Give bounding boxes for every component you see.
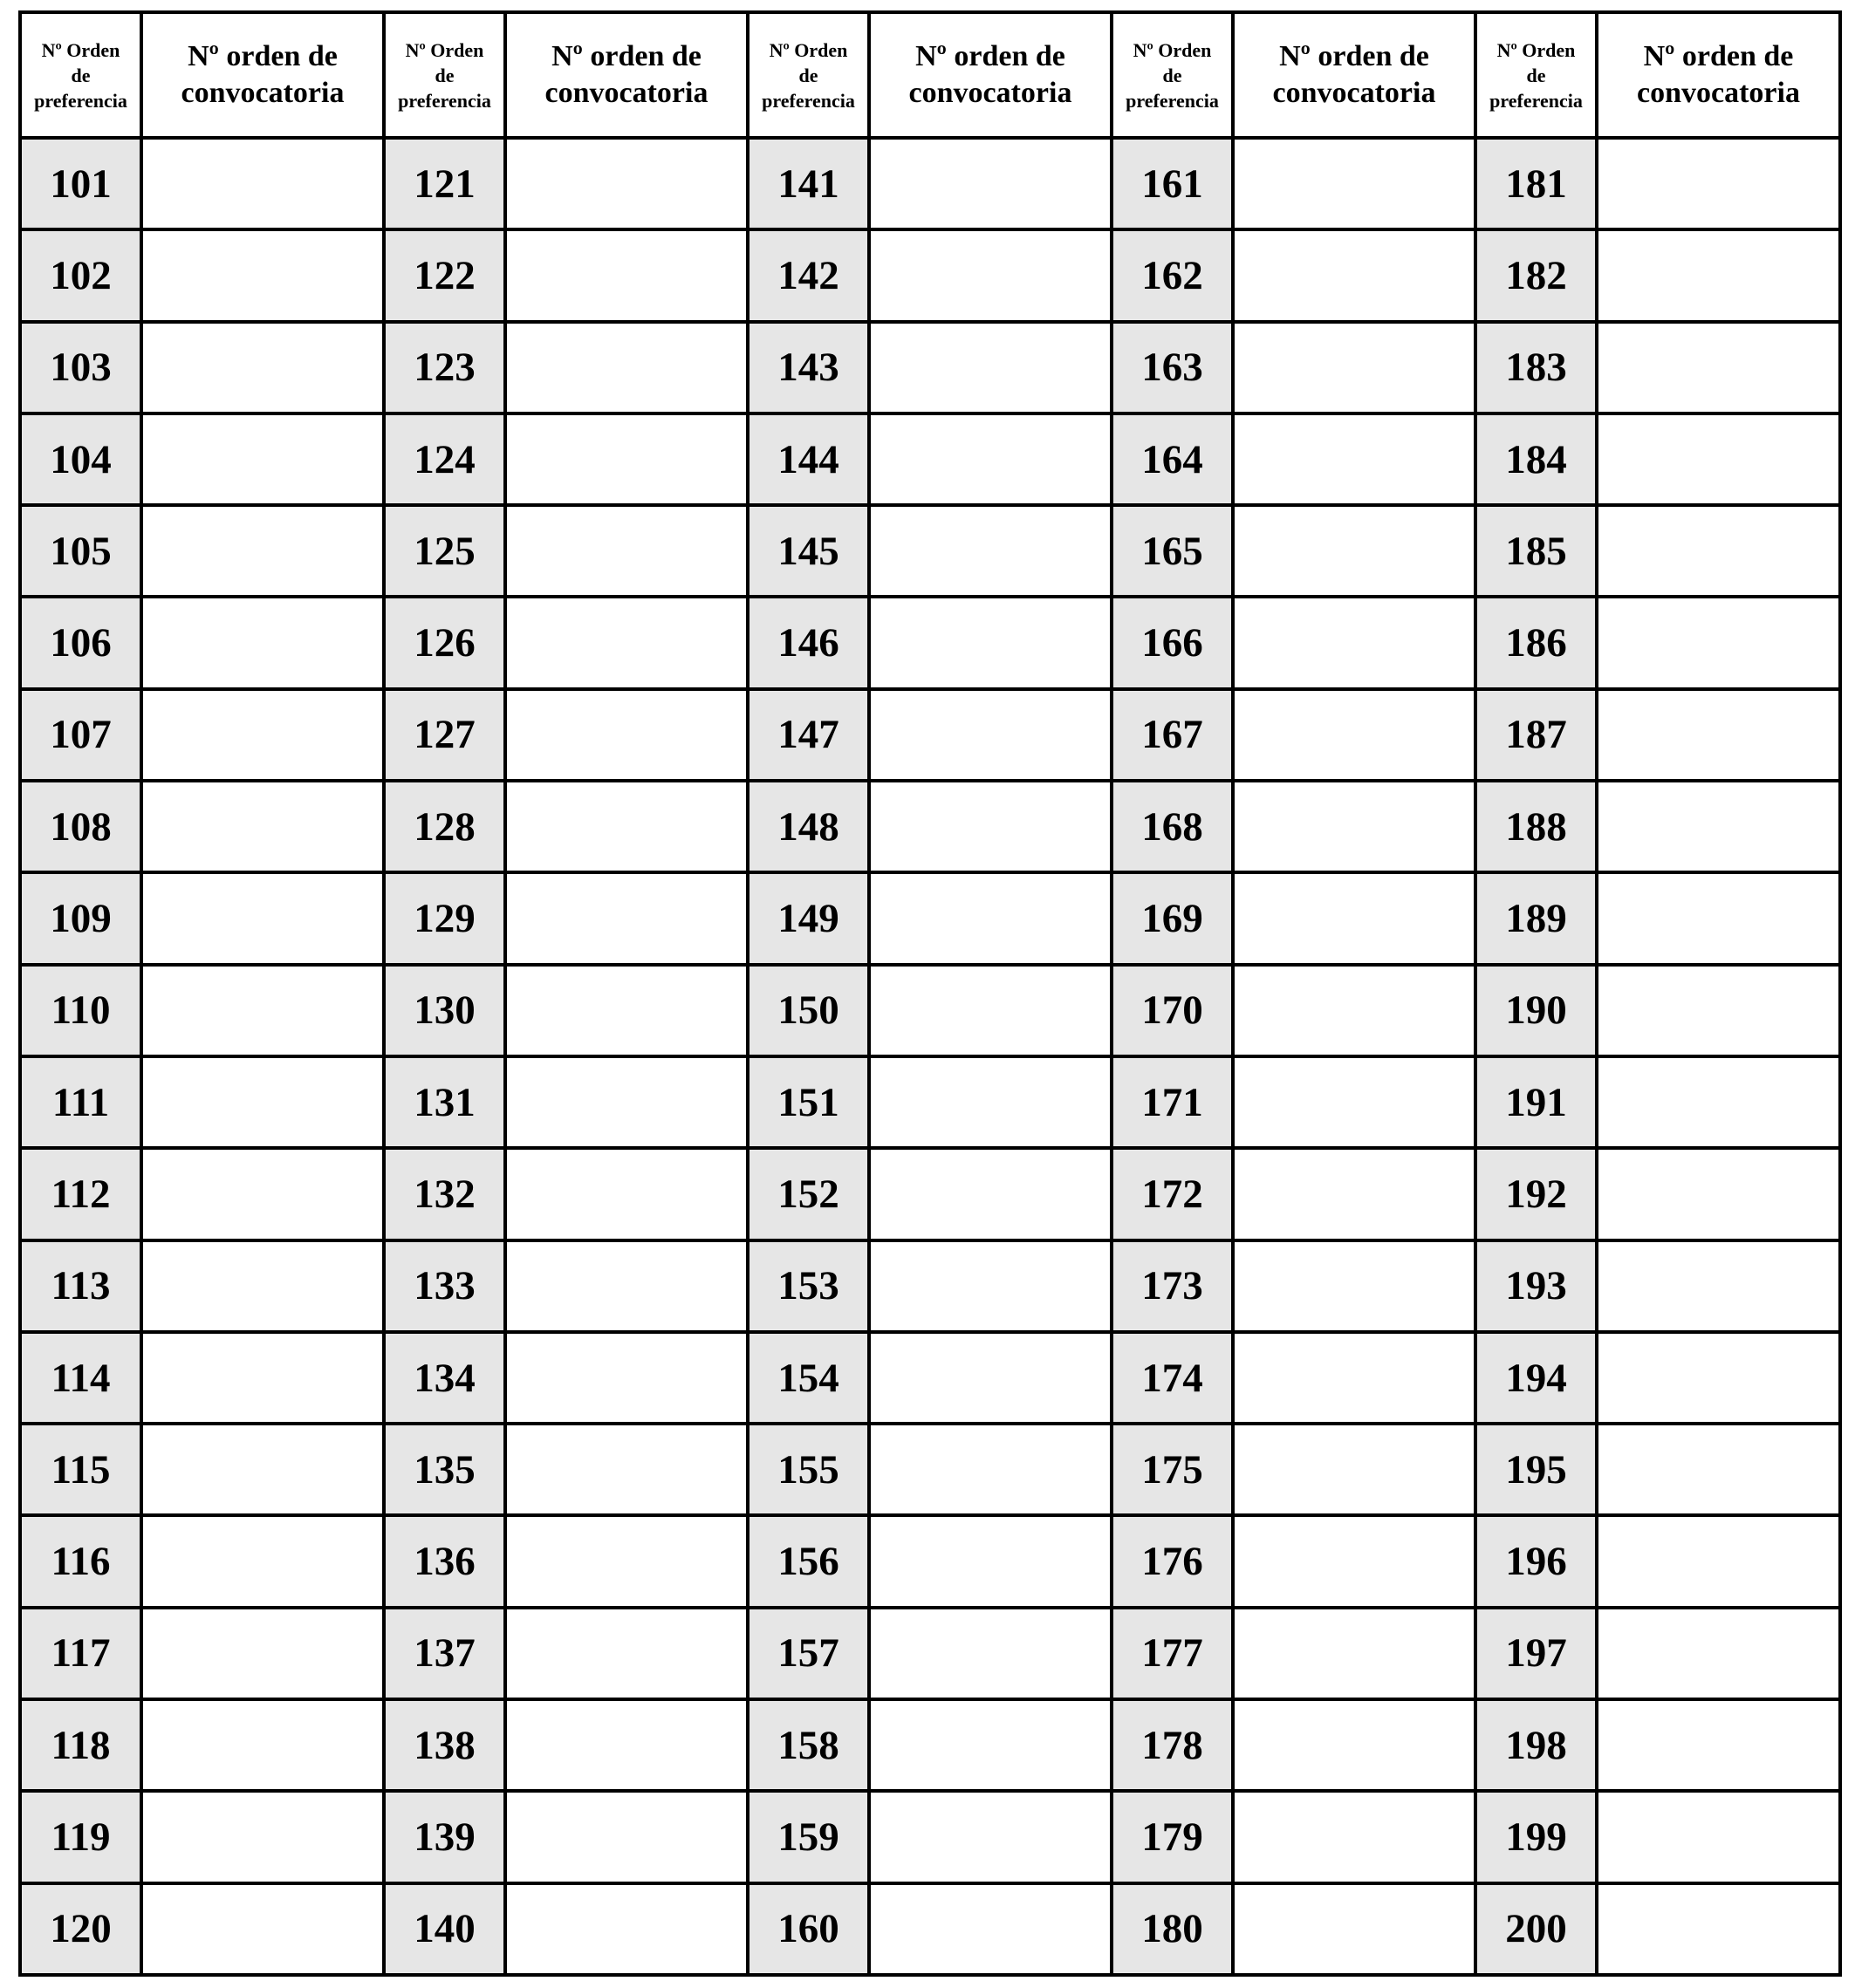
preference-number-cell: 139	[384, 1791, 505, 1882]
preference-number-cell: 124	[384, 413, 505, 505]
convocation-entry-cell[interactable]	[1233, 965, 1475, 1056]
convocation-entry-cell[interactable]	[141, 597, 384, 688]
convocation-entry-cell[interactable]	[869, 1240, 1112, 1332]
preference-number-cell: 178	[1112, 1699, 1233, 1791]
header-convocation-order-line: convocatoria	[181, 77, 345, 109]
convocation-entry-cell[interactable]	[869, 138, 1112, 229]
preference-number-cell: 128	[384, 781, 505, 872]
convocation-entry-cell[interactable]	[1233, 138, 1475, 229]
preference-number-cell: 102	[20, 229, 141, 321]
preference-order-table	[18, 10, 1842, 1977]
table-row	[20, 229, 1840, 321]
table-row	[20, 413, 1840, 505]
preference-number-cell: 103	[20, 322, 141, 413]
preference-number-cell: 116	[20, 1515, 141, 1607]
convocation-entry-cell[interactable]	[505, 1791, 748, 1882]
preference-number-cell: 165	[1112, 505, 1233, 597]
preference-number-cell: 133	[384, 1240, 505, 1332]
convocation-entry-cell[interactable]	[869, 505, 1112, 597]
preference-number-cell: 123	[384, 322, 505, 413]
convocation-entry-cell[interactable]	[869, 1608, 1112, 1699]
header-preference-order	[1475, 12, 1597, 138]
preference-number-cell: 192	[1475, 1148, 1597, 1240]
convocation-entry-cell[interactable]	[1233, 1148, 1475, 1240]
preference-number-cell: 112	[20, 1148, 141, 1240]
header-convocation-order	[869, 12, 1112, 138]
preference-number-cell: 154	[748, 1332, 869, 1424]
convocation-entry-cell[interactable]	[1597, 872, 1840, 964]
convocation-entry-cell[interactable]	[505, 965, 748, 1056]
preference-number-cell: 101	[20, 138, 141, 229]
preference-number-cell: 104	[20, 413, 141, 505]
preference-number-cell: 126	[384, 597, 505, 688]
preference-number-cell: 149	[748, 872, 869, 964]
preference-number-cell: 111	[20, 1056, 141, 1148]
preference-number-cell: 144	[748, 413, 869, 505]
preference-number-cell: 161	[1112, 138, 1233, 229]
convocation-entry-cell[interactable]	[141, 1240, 384, 1332]
convocation-entry-cell[interactable]	[1597, 413, 1840, 505]
preference-number-cell: 168	[1112, 781, 1233, 872]
preference-number-cell: 160	[748, 1883, 869, 1975]
preference-number-cell: 167	[1112, 689, 1233, 781]
convocation-entry-cell[interactable]	[1597, 781, 1840, 872]
convocation-entry-cell[interactable]	[869, 872, 1112, 964]
preference-number-cell: 146	[748, 597, 869, 688]
header-preference-order-line: preferencia	[34, 89, 127, 112]
header-convocation-order-line: convocatoria	[1272, 77, 1436, 109]
preference-number-cell: 142	[748, 229, 869, 321]
convocation-entry-cell[interactable]	[141, 322, 384, 413]
table-row	[20, 1332, 1840, 1424]
preference-number-cell: 131	[384, 1056, 505, 1148]
preference-number-cell: 193	[1475, 1240, 1597, 1332]
preference-number-cell: 166	[1112, 597, 1233, 688]
convocation-entry-cell[interactable]	[505, 413, 748, 505]
header-convocation-order	[1597, 12, 1840, 138]
preference-number-cell: 162	[1112, 229, 1233, 321]
preference-number-cell: 164	[1112, 413, 1233, 505]
header-preference-order-line: Nº Orden	[1133, 38, 1212, 61]
convocation-entry-cell[interactable]	[141, 229, 384, 321]
header-convocation-order	[1233, 12, 1475, 138]
convocation-entry-cell[interactable]	[1233, 322, 1475, 413]
header-convocation-order-line: Nº orden de	[915, 40, 1065, 72]
convocation-entry-cell[interactable]	[141, 1608, 384, 1699]
convocation-entry-cell[interactable]	[505, 781, 748, 872]
preference-number-cell: 127	[384, 689, 505, 781]
preference-number-cell: 195	[1475, 1424, 1597, 1515]
convocation-entry-cell[interactable]	[141, 138, 384, 229]
header-convocation-order	[141, 12, 384, 138]
convocation-entry-cell[interactable]	[1597, 597, 1840, 688]
header-convocation-order-line: Nº orden de	[551, 40, 702, 72]
preference-number-cell: 129	[384, 872, 505, 964]
header-preference-order-line: Nº Orden	[405, 38, 484, 61]
preference-number-cell: 115	[20, 1424, 141, 1515]
preference-number-cell: 157	[748, 1608, 869, 1699]
header-preference-order-line: de	[1526, 64, 1546, 86]
preference-number-cell: 134	[384, 1332, 505, 1424]
convocation-entry-cell[interactable]	[869, 1515, 1112, 1607]
convocation-entry-cell[interactable]	[1597, 1056, 1840, 1148]
preference-number-cell: 191	[1475, 1056, 1597, 1148]
convocation-entry-cell[interactable]	[141, 872, 384, 964]
preference-number-cell: 196	[1475, 1515, 1597, 1607]
preference-number-cell: 188	[1475, 781, 1597, 872]
convocation-entry-cell[interactable]	[505, 1240, 748, 1332]
convocation-entry-cell[interactable]	[141, 413, 384, 505]
convocation-entry-cell[interactable]	[1597, 965, 1840, 1056]
header-preference-order-line: de	[798, 64, 818, 86]
preference-number-cell: 118	[20, 1699, 141, 1791]
preference-number-cell: 199	[1475, 1791, 1597, 1882]
preference-number-cell: 113	[20, 1240, 141, 1332]
convocation-entry-cell[interactable]	[1597, 1699, 1840, 1791]
preference-number-cell: 110	[20, 965, 141, 1056]
preference-number-cell: 182	[1475, 229, 1597, 321]
preference-number-cell: 121	[384, 138, 505, 229]
convocation-entry-cell[interactable]	[869, 1424, 1112, 1515]
convocation-entry-cell[interactable]	[869, 1148, 1112, 1240]
table-row	[20, 1699, 1840, 1791]
convocation-entry-cell[interactable]	[869, 597, 1112, 688]
preference-number-cell: 183	[1475, 322, 1597, 413]
convocation-entry-cell[interactable]	[1597, 138, 1840, 229]
convocation-entry-cell[interactable]	[505, 1608, 748, 1699]
preference-number-cell: 189	[1475, 872, 1597, 964]
convocation-entry-cell[interactable]	[1233, 1883, 1475, 1975]
convocation-entry-cell[interactable]	[1233, 1332, 1475, 1424]
preference-number-cell: 135	[384, 1424, 505, 1515]
convocation-entry-cell[interactable]	[1233, 1608, 1475, 1699]
header-preference-order	[1112, 12, 1233, 138]
convocation-entry-cell[interactable]	[1233, 413, 1475, 505]
header-preference-order-line: de	[435, 64, 455, 86]
preference-number-cell: 159	[748, 1791, 869, 1882]
preference-number-cell: 106	[20, 597, 141, 688]
convocation-entry-cell[interactable]	[1233, 689, 1475, 781]
preference-number-cell: 180	[1112, 1883, 1233, 1975]
preference-number-cell: 181	[1475, 138, 1597, 229]
convocation-entry-cell[interactable]	[1233, 597, 1475, 688]
convocation-entry-cell[interactable]	[1597, 1791, 1840, 1882]
convocation-entry-cell[interactable]	[1597, 1240, 1840, 1332]
preference-number-cell: 132	[384, 1148, 505, 1240]
header-convocation-order-line: Nº orden de	[1279, 40, 1429, 72]
table-row	[20, 1791, 1840, 1882]
convocation-entry-cell[interactable]	[141, 505, 384, 597]
convocation-entry-cell[interactable]	[505, 1148, 748, 1240]
preference-number-cell: 138	[384, 1699, 505, 1791]
header-preference-order	[20, 12, 141, 138]
preference-number-cell: 190	[1475, 965, 1597, 1056]
table-row	[20, 322, 1840, 413]
convocation-entry-cell[interactable]	[1597, 1515, 1840, 1607]
convocation-entry-cell[interactable]	[869, 781, 1112, 872]
preference-number-cell: 152	[748, 1148, 869, 1240]
convocation-entry-cell[interactable]	[869, 1056, 1112, 1148]
convocation-entry-cell[interactable]	[869, 229, 1112, 321]
table-row	[20, 689, 1840, 781]
convocation-entry-cell[interactable]	[869, 322, 1112, 413]
convocation-entry-cell[interactable]	[1597, 1608, 1840, 1699]
convocation-entry-cell[interactable]	[505, 872, 748, 964]
preference-number-cell: 156	[748, 1515, 869, 1607]
convocation-entry-cell[interactable]	[141, 689, 384, 781]
preference-number-cell: 197	[1475, 1608, 1597, 1699]
preference-number-cell: 148	[748, 781, 869, 872]
preference-number-cell: 171	[1112, 1056, 1233, 1148]
convocation-entry-cell[interactable]	[869, 1791, 1112, 1882]
preference-number-cell: 108	[20, 781, 141, 872]
preference-number-cell: 173	[1112, 1240, 1233, 1332]
convocation-entry-cell[interactable]	[869, 1699, 1112, 1791]
preference-number-cell: 140	[384, 1883, 505, 1975]
preference-number-cell: 105	[20, 505, 141, 597]
convocation-entry-cell[interactable]	[505, 1056, 748, 1148]
preference-number-cell: 125	[384, 505, 505, 597]
preference-number-cell: 107	[20, 689, 141, 781]
convocation-entry-cell[interactable]	[505, 1515, 748, 1607]
convocation-entry-cell[interactable]	[505, 138, 748, 229]
preference-number-cell: 198	[1475, 1699, 1597, 1791]
convocation-entry-cell[interactable]	[141, 1056, 384, 1148]
convocation-entry-cell[interactable]	[141, 965, 384, 1056]
preference-number-cell: 136	[384, 1515, 505, 1607]
convocation-entry-cell[interactable]	[1597, 1883, 1840, 1975]
convocation-entry-cell[interactable]	[869, 413, 1112, 505]
table-row	[20, 1883, 1840, 1975]
header-preference-order	[748, 12, 869, 138]
convocation-entry-cell[interactable]	[505, 597, 748, 688]
header-preference-order-line: preferencia	[1489, 89, 1583, 112]
convocation-entry-cell[interactable]	[505, 505, 748, 597]
preference-number-cell: 176	[1112, 1515, 1233, 1607]
table-row	[20, 1424, 1840, 1515]
preference-number-cell: 151	[748, 1056, 869, 1148]
convocation-entry-cell[interactable]	[1597, 1148, 1840, 1240]
table-row	[20, 1148, 1840, 1240]
header-preference-order-line: de	[71, 64, 91, 86]
convocation-entry-cell[interactable]	[1233, 1515, 1475, 1607]
header-preference-order-line: Nº Orden	[769, 38, 848, 61]
preference-number-cell: 187	[1475, 689, 1597, 781]
preference-number-cell: 109	[20, 872, 141, 964]
preference-number-cell: 145	[748, 505, 869, 597]
preference-number-cell: 158	[748, 1699, 869, 1791]
convocation-entry-cell[interactable]	[1233, 872, 1475, 964]
header-preference-order-line: preferencia	[1126, 89, 1219, 112]
preference-number-cell: 169	[1112, 872, 1233, 964]
header-preference-order-line: preferencia	[762, 89, 855, 112]
convocation-entry-cell[interactable]	[1233, 781, 1475, 872]
preference-number-cell: 120	[20, 1883, 141, 1975]
convocation-entry-cell[interactable]	[1233, 229, 1475, 321]
convocation-entry-cell[interactable]	[505, 1424, 748, 1515]
preference-number-cell: 194	[1475, 1332, 1597, 1424]
preference-number-cell: 147	[748, 689, 869, 781]
table-row	[20, 1608, 1840, 1699]
convocation-entry-cell[interactable]	[1597, 505, 1840, 597]
convocation-entry-cell[interactable]	[141, 1332, 384, 1424]
convocation-entry-cell[interactable]	[141, 1791, 384, 1882]
convocation-entry-cell[interactable]	[1233, 1056, 1475, 1148]
preference-number-cell: 186	[1475, 597, 1597, 688]
table-row	[20, 138, 1840, 229]
convocation-entry-cell[interactable]	[1597, 1332, 1840, 1424]
table-row	[20, 505, 1840, 597]
header-preference-order	[384, 12, 505, 138]
convocation-entry-cell[interactable]	[1597, 1424, 1840, 1515]
preference-number-cell: 141	[748, 138, 869, 229]
convocation-entry-cell[interactable]	[505, 689, 748, 781]
preference-number-cell: 172	[1112, 1148, 1233, 1240]
convocation-entry-cell[interactable]	[141, 1515, 384, 1607]
convocation-entry-cell[interactable]	[1597, 229, 1840, 321]
convocation-entry-cell[interactable]	[505, 229, 748, 321]
table-row	[20, 781, 1840, 872]
table-row	[20, 1056, 1840, 1148]
header-convocation-order-line: convocatoria	[908, 77, 1072, 109]
preference-number-cell: 177	[1112, 1608, 1233, 1699]
convocation-entry-cell[interactable]	[869, 689, 1112, 781]
table-row	[20, 872, 1840, 964]
convocation-entry-cell[interactable]	[505, 1332, 748, 1424]
convocation-entry-cell[interactable]	[505, 1699, 748, 1791]
convocation-entry-cell[interactable]	[869, 1332, 1112, 1424]
preference-number-cell: 185	[1475, 505, 1597, 597]
preference-number-cell: 179	[1112, 1791, 1233, 1882]
convocation-entry-cell[interactable]	[141, 1699, 384, 1791]
header-convocation-order-line: Nº orden de	[188, 40, 338, 72]
preference-number-cell: 175	[1112, 1424, 1233, 1515]
convocation-entry-cell[interactable]	[1233, 1791, 1475, 1882]
table-row	[20, 965, 1840, 1056]
preference-number-cell: 163	[1112, 322, 1233, 413]
convocation-entry-cell[interactable]	[1233, 1240, 1475, 1332]
preference-number-cell: 117	[20, 1608, 141, 1699]
convocation-entry-cell[interactable]	[869, 965, 1112, 1056]
table-body	[20, 138, 1840, 1975]
preference-number-cell: 137	[384, 1608, 505, 1699]
convocation-entry-cell[interactable]	[1233, 1699, 1475, 1791]
header-convocation-order-line: convocatoria	[544, 77, 708, 109]
preference-number-cell: 122	[384, 229, 505, 321]
preference-number-cell: 155	[748, 1424, 869, 1515]
table-row	[20, 1515, 1840, 1607]
preference-number-cell: 119	[20, 1791, 141, 1882]
preference-number-cell: 174	[1112, 1332, 1233, 1424]
convocation-entry-cell[interactable]	[141, 781, 384, 872]
header-preference-order-line: Nº Orden	[1496, 38, 1576, 61]
convocation-entry-cell[interactable]	[141, 1883, 384, 1975]
preference-number-cell: 184	[1475, 413, 1597, 505]
header-preference-order-line: Nº Orden	[41, 38, 120, 61]
convocation-entry-cell[interactable]	[869, 1883, 1112, 1975]
convocation-entry-cell[interactable]	[141, 1148, 384, 1240]
convocation-entry-cell[interactable]	[505, 322, 748, 413]
header-convocation-order-line: convocatoria	[1637, 77, 1800, 109]
table-header	[20, 12, 1840, 138]
table-row	[20, 597, 1840, 688]
convocation-entry-cell[interactable]	[1597, 322, 1840, 413]
table-row	[20, 1240, 1840, 1332]
preference-number-cell: 150	[748, 965, 869, 1056]
preference-number-cell: 114	[20, 1332, 141, 1424]
preference-number-cell: 200	[1475, 1883, 1597, 1975]
convocation-entry-cell[interactable]	[1233, 505, 1475, 597]
header-row	[20, 12, 1840, 138]
header-convocation-order	[505, 12, 748, 138]
convocation-entry-cell[interactable]	[1233, 1424, 1475, 1515]
preference-number-cell: 143	[748, 322, 869, 413]
header-preference-order-line: de	[1162, 64, 1182, 86]
preference-number-cell: 130	[384, 965, 505, 1056]
header-preference-order-line: preferencia	[398, 89, 491, 112]
convocation-entry-cell[interactable]	[1597, 689, 1840, 781]
header-convocation-order-line: Nº orden de	[1643, 40, 1794, 72]
preference-number-cell: 170	[1112, 965, 1233, 1056]
preference-number-cell: 153	[748, 1240, 869, 1332]
convocation-entry-cell[interactable]	[141, 1424, 384, 1515]
convocation-entry-cell[interactable]	[505, 1883, 748, 1975]
